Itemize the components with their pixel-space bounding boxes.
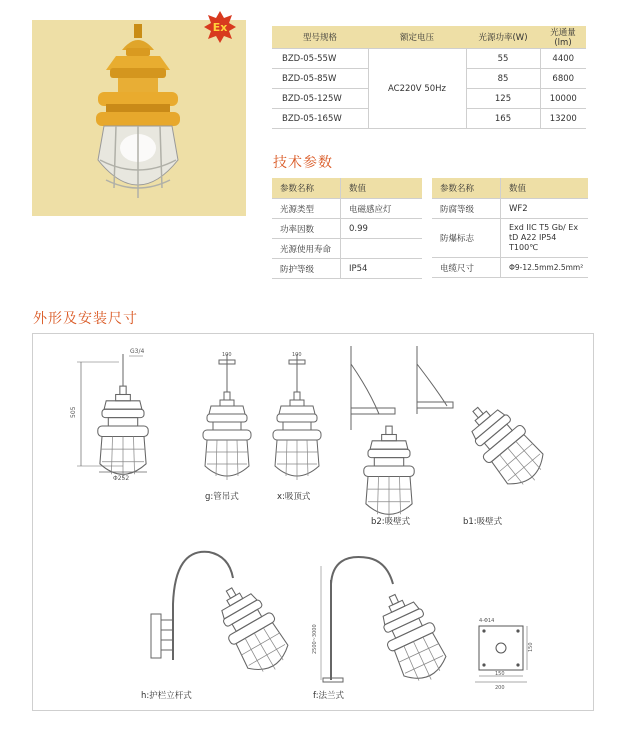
technical-drawings	[33, 334, 593, 710]
base-outer-label: 200	[495, 685, 505, 691]
table-row	[272, 259, 422, 279]
param-name: 电缆尺寸	[432, 258, 501, 278]
spec-flux: 10000	[540, 89, 586, 109]
params-header-row	[432, 178, 588, 199]
drawing-g	[203, 354, 251, 480]
caption-b1: b1:吸壁式	[463, 517, 503, 527]
params-header-value: 数值	[341, 178, 423, 199]
param-value: Φ9-12.5mm2.5mm²	[501, 258, 589, 278]
spec-header-model: 型号规格	[272, 26, 368, 49]
diameter-label: Φ252	[113, 475, 130, 482]
spec-power: 165	[466, 109, 540, 129]
caption-b2: b2:吸壁式	[371, 517, 411, 527]
pole-range-label: 2500~3000	[312, 624, 318, 654]
spec-table	[272, 26, 586, 129]
caption-f: f:法兰式	[313, 691, 345, 701]
table-row	[432, 219, 588, 258]
param-name: 光源使用寿命	[272, 239, 341, 259]
spec-model: BZD-05-85W	[272, 69, 368, 89]
base-side-label: 150	[528, 642, 534, 652]
spec-power: 55	[466, 49, 540, 69]
spec-header-power: 光源功率(W)	[466, 26, 540, 49]
spec-model: BZD-05-125W	[272, 89, 368, 109]
dimensions-title: 外形及安装尺寸	[33, 311, 138, 327]
param-name: 光源类型	[272, 199, 341, 219]
table-row	[432, 199, 588, 219]
spec-voltage: AC220V 50Hz	[368, 49, 466, 129]
spec-header-voltage: 额定电压	[368, 26, 466, 49]
lamp-illustration	[32, 20, 246, 216]
caption-x: x:吸顶式	[277, 492, 311, 502]
param-name: 防爆标志	[432, 219, 501, 258]
drawing-b2	[351, 346, 414, 519]
ex-badge	[203, 10, 237, 44]
badge-text: Ex	[212, 21, 228, 34]
param-value: IP54	[341, 259, 423, 279]
drawing-f	[321, 557, 454, 690]
param-value: WF2	[501, 199, 589, 219]
tech-title: 技术参数	[273, 155, 333, 171]
spec-flux: 6800	[540, 69, 586, 89]
params-header-name: 参数名称	[272, 178, 341, 199]
spec-flux: 13200	[540, 109, 586, 129]
param-value: Exd IIC T5 Gb/ Ex tD A22 IP54 T100℃	[501, 219, 589, 258]
ex-star-icon	[203, 10, 237, 44]
table-row	[272, 219, 422, 239]
thread-label: G3/4	[130, 348, 145, 355]
caption-h: h:护栏立杆式	[141, 691, 192, 701]
spec-model: BZD-05-55W	[272, 49, 368, 69]
params-table-right	[432, 178, 588, 278]
drawing-x	[273, 354, 321, 480]
spec-power: 125	[466, 89, 540, 109]
params-table-left	[272, 178, 422, 279]
product-photo	[32, 20, 246, 216]
caption-g: g:管吊式	[205, 492, 239, 502]
spec-power: 85	[466, 69, 540, 89]
spec-flux: 4400	[540, 49, 586, 69]
hole-label: 4-Φ14	[479, 618, 495, 624]
drawing-b1	[417, 346, 554, 496]
table-row	[272, 49, 586, 69]
params-header-name: 参数名称	[432, 178, 501, 199]
dimension-drawings-panel	[32, 333, 594, 711]
base-inner-label: 150	[495, 671, 505, 677]
param-name: 功率因数	[272, 219, 341, 239]
param-value	[341, 239, 423, 259]
height-label: 505	[70, 406, 77, 418]
top-x-label: 100	[292, 352, 302, 358]
drawing-h	[151, 552, 297, 682]
top-g-label: 100	[222, 352, 232, 358]
param-value: 电磁感应灯	[341, 199, 423, 219]
param-value: 0.99	[341, 219, 423, 239]
drawing-main	[77, 354, 148, 479]
spec-model: BZD-05-165W	[272, 109, 368, 129]
params-header-row	[272, 178, 422, 199]
spec-header-row	[272, 26, 586, 49]
table-row	[272, 239, 422, 259]
table-row	[272, 199, 422, 219]
params-header-value: 数值	[501, 178, 589, 199]
param-name: 防护等级	[272, 259, 341, 279]
table-row	[432, 258, 588, 278]
param-name: 防腐等级	[432, 199, 501, 219]
spec-header-flux: 光通量(lm)	[540, 26, 586, 49]
